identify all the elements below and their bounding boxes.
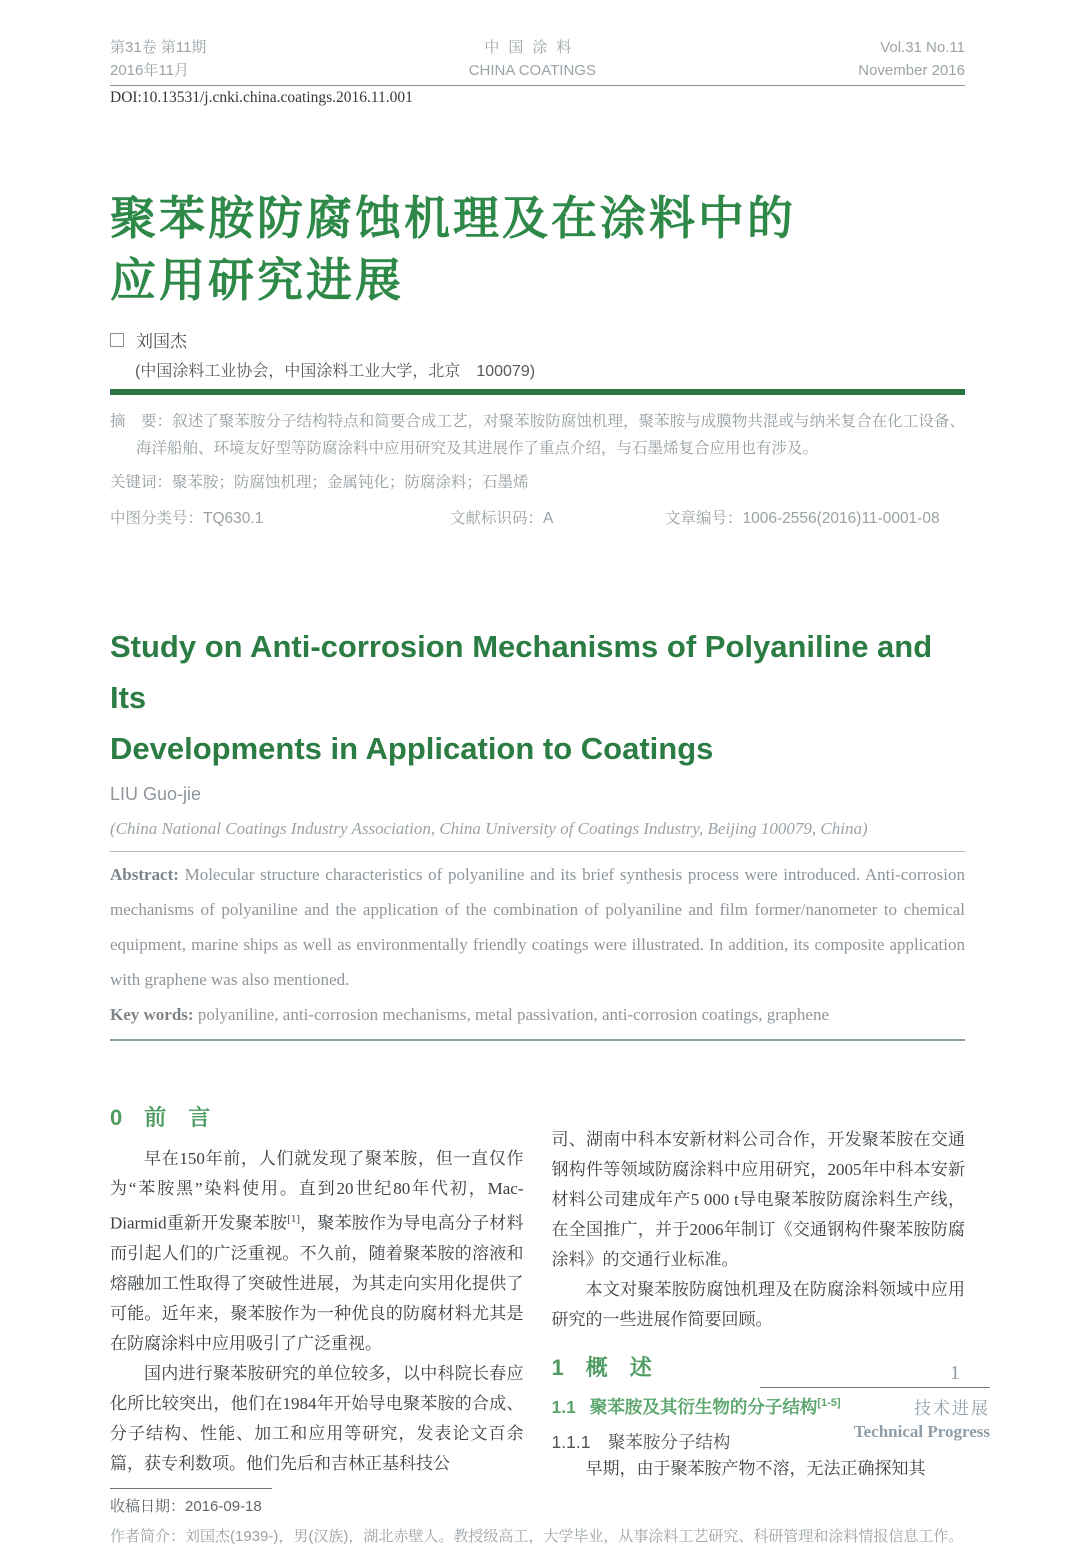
volume-issue-en: Vol.31 No.11 bbox=[880, 39, 965, 56]
affiliation-en: (China National Coatings Industry Association, China University of Coatings Industry, Beijing 100079, China) bbox=[110, 819, 868, 838]
issue-date-cn: 2016年11月 bbox=[110, 62, 189, 79]
header-right bbox=[858, 36, 965, 82]
section-1-1-1-heading: 1.1.1 聚苯胺分子结构 bbox=[551, 1432, 731, 1452]
citation-ref: [1-5] bbox=[817, 1397, 841, 1410]
keywords-en-text: polyaniline, anti-corrosion mechanisms, metal passivation, anti-corrosion coatings, graphene bbox=[197, 1005, 830, 1024]
article-title-cn bbox=[110, 187, 965, 311]
article-title-en bbox=[110, 621, 965, 774]
clc-number: 中图分类号：TQ630.1 bbox=[110, 510, 264, 527]
column-name-en: Technical Progress bbox=[853, 1422, 990, 1441]
issue-date-en: November 2016 bbox=[858, 62, 965, 79]
page-footer bbox=[760, 1362, 990, 1442]
abstract-en bbox=[110, 857, 965, 997]
header-left bbox=[110, 36, 206, 82]
section-1-1-heading: 1.1 聚苯胺及其衍生物的分子结构[1-5] bbox=[551, 1397, 841, 1417]
paragraph-intro-1: 早在150年前，人们就发现了聚苯胺，但一直仅作为“苯胺黑”染料使用。直到20世纪80年代初，Mac-Diarmid重新开发聚苯胺[1]，聚苯胺作为导电高分子材料而引起人们的广泛重视。不久前，随着聚苯胺的溶液和熔融加工性取得了突破性进展，为其走向实用化提供了可能。近年来，聚苯胺作为一种优良的防腐材料尤其是在防腐涂料中应用吸引了广泛重视。 bbox=[110, 1149, 524, 1353]
keywords-cn-text: 聚苯胺；防腐蚀机理；金属钝化；防腐涂料；石墨烯 bbox=[172, 474, 529, 491]
paragraph-section-1: 早期，由于聚苯胺产物不溶，无法正确探知其 bbox=[585, 1459, 926, 1478]
paragraph-intro-4: 本文对聚苯胺防腐蚀机理及在防腐涂料领域中应用研究的一些进展作简要回顾。 bbox=[551, 1280, 965, 1329]
journal-name-cn: 中国涂料 bbox=[484, 39, 581, 56]
abstract-cn-text: 叙述了聚苯胺分子结构特点和简要合成工艺，对聚苯胺防腐蚀机理，聚苯胺与成膜物共混或与纳米复合在化工设备、海洋船舶、环境友好型等防腐涂料中应用研究及其进展作了重点介绍，与石墨烯复合应用也有涉及。 bbox=[136, 413, 965, 457]
author-name-en: LIU Guo-jie bbox=[110, 784, 202, 804]
article-title-cn-line1: 聚苯胺防腐蚀机理及在涂料中的 bbox=[110, 192, 796, 244]
citation-ref: [1] bbox=[287, 1213, 301, 1225]
abstract-en-label: Abstract: bbox=[110, 865, 179, 884]
abstract-cn bbox=[110, 408, 965, 462]
abstract-en-text: Molecular structure characteristics of polyaniline and its brief synthesis process were introduced. Anti-corrosion mechanisms of polyaniline and the application of the combination of polyaniline and film former/nanometer to chemical equipment, marine ships as well as environmentally friendly coatings were illustrated. In addition, its composite application with graphene was also mentioned. bbox=[110, 865, 965, 989]
paragraph-intro-3: 司、湖南中科本安新材料公司合作，开发聚苯胺在交通钢构件等领域防腐涂料中应用研究，2005年中科本安新材料公司建成年产5 000 t导电聚苯胺防腐涂料生产线，在全国推广，并于2006年制订《交通钢构件聚苯胺防腐涂料》的交通行业标准。 bbox=[551, 1130, 965, 1269]
column-name-cn: 技术进展 bbox=[914, 1399, 990, 1418]
article-title-en-line2: Developments in Application to Coatings bbox=[110, 731, 714, 766]
divider-rule bbox=[110, 851, 965, 852]
header-center bbox=[469, 36, 596, 82]
paragraph-intro-2: 国内进行聚苯胺研究的单位较多，以中科院长春应化所比较突出，他们在1984年开始导电聚苯胺的合成、分子结构、性能、加工和应用等研究，发表论文百余篇，获专利数项。他们先后和吉林正基科技公 bbox=[110, 1363, 524, 1473]
received-date: 收稿日期：2016-09-18 bbox=[110, 1498, 262, 1515]
section-1-heading: 1 概 述 bbox=[551, 1355, 652, 1380]
footnote bbox=[110, 1488, 965, 1546]
volume-issue-cn: 第31卷 第11期 bbox=[110, 39, 207, 56]
footer-rule bbox=[760, 1387, 990, 1388]
keywords-en bbox=[110, 997, 965, 1032]
keywords-cn-label: 关键词： bbox=[110, 474, 173, 491]
footnote-rule bbox=[110, 1488, 272, 1489]
doi-line: DOI:10.13531/j.cnki.china.coatings.2016.11.001 bbox=[110, 89, 413, 106]
journal-header bbox=[110, 0, 965, 86]
author-name-cn: 刘国杰 bbox=[136, 332, 187, 351]
author-bio: 作者简介：刘国杰(1939-)，男(汉族)，湖北赤壁人。教授级高工，大学毕业，从事涂料工艺研究、科研管理和涂料情报信息工作。 bbox=[110, 1528, 964, 1545]
separator-bar bbox=[110, 389, 965, 395]
document-code: 文献标识码：A bbox=[450, 510, 554, 527]
journal-name-en: CHINA COATINGS bbox=[468, 62, 596, 79]
article-title-cn-line2: 应用研究进展 bbox=[110, 254, 404, 306]
section-divider bbox=[110, 1039, 965, 1041]
article-id: 文章编号：1006-2556(2016)11-0001-08 bbox=[665, 510, 940, 527]
abstract-cn-label: 摘 要： bbox=[110, 413, 173, 430]
affiliation-cn: (中国涂料工业协会，中国涂料工业大学，北京 100079) bbox=[135, 363, 536, 380]
keywords-cn bbox=[110, 470, 965, 492]
section-0-heading: 0 前 言 bbox=[110, 1105, 211, 1130]
keywords-en-label: Key words: bbox=[110, 1005, 194, 1024]
left-column bbox=[110, 1101, 524, 1484]
square-bullet-icon bbox=[110, 333, 124, 347]
author-row bbox=[110, 327, 965, 352]
page-number: 1 bbox=[950, 1362, 960, 1384]
article-title-en-line1: Study on Anti-corrosion Mechanisms of Polyaniline and Its bbox=[110, 629, 933, 715]
classification-row bbox=[110, 506, 965, 533]
